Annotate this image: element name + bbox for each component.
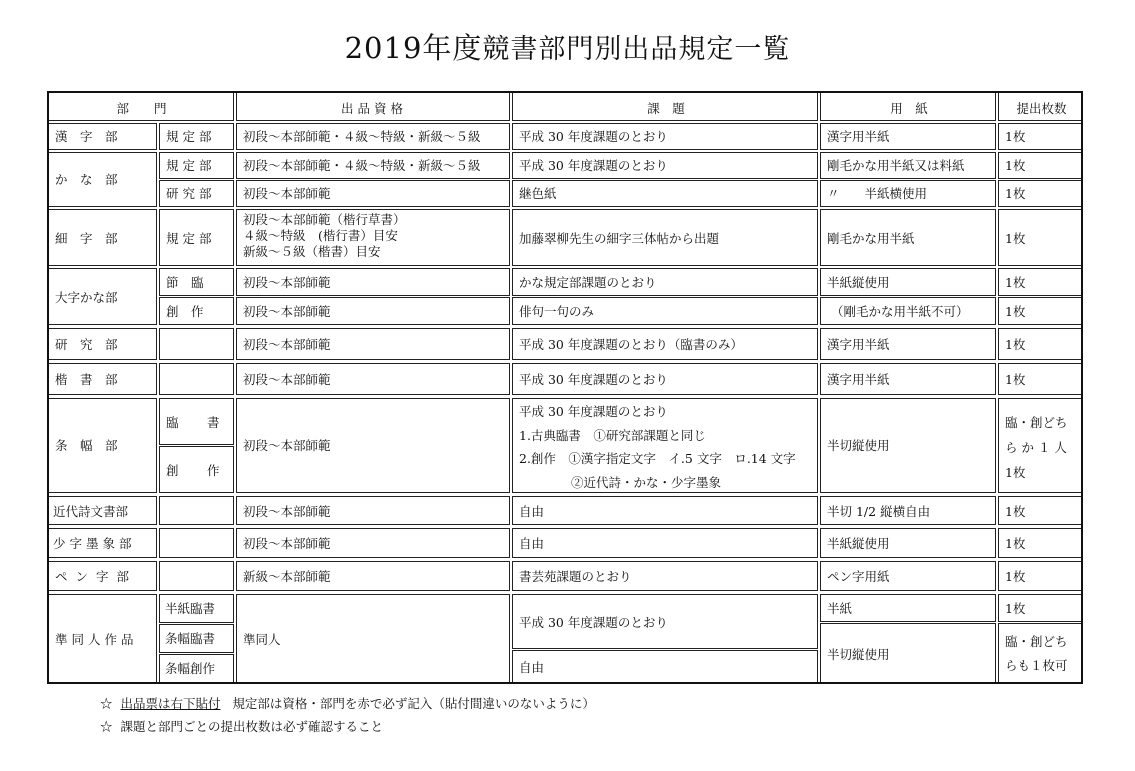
topic-kenkyu: 平成 30 年度課題のとおり（臨書のみ） bbox=[512, 328, 818, 360]
paper-pen: ペン字用紙 bbox=[820, 561, 996, 591]
paper-jofuku: 半切縦使用 bbox=[820, 398, 996, 493]
qual-shoji: 初段～本部師範 bbox=[236, 528, 510, 558]
sub-jofuku-2: 創 作 bbox=[159, 446, 234, 493]
dept-kana: か な 部 bbox=[47, 152, 157, 207]
paper-saiji: 剛毛かな用半紙 bbox=[820, 209, 996, 266]
count-dojin-1: 1枚 bbox=[998, 594, 1083, 622]
count-kenkyu: 1枚 bbox=[998, 328, 1083, 360]
qual-jofuku: 初段～本部師範 bbox=[236, 398, 510, 493]
topic-kana-2: 継色紙 bbox=[512, 180, 818, 207]
topic-dojin-1: 平成 30 年度課題のとおり bbox=[512, 594, 818, 649]
count-saiji: 1枚 bbox=[998, 209, 1083, 266]
sub-daijikana-2: 創 作 bbox=[159, 297, 234, 325]
header-topic: 課 題 bbox=[647, 101, 685, 116]
count-kanji: 1枚 bbox=[998, 123, 1083, 150]
star-icon: ☆ bbox=[100, 696, 113, 711]
paper-kana-2: 〃 半紙横使用 bbox=[820, 180, 996, 207]
paper-dojin-1: 半紙 bbox=[820, 594, 996, 622]
sub-daijikana-1: 節 臨 bbox=[159, 268, 234, 296]
count-kana-2: 1枚 bbox=[998, 180, 1083, 207]
qual-pen: 新級～本部師範 bbox=[236, 561, 510, 591]
qual-kana-2: 初段～本部師範 bbox=[236, 180, 510, 207]
paper-dojin-2: 半切縦使用 bbox=[820, 623, 996, 684]
sub-kaisho-empty bbox=[159, 363, 234, 395]
qual-daijikana-1: 初段～本部師範 bbox=[236, 268, 510, 296]
sub-dojin-1: 半紙臨書 bbox=[159, 594, 234, 623]
count-kindaishi: 1枚 bbox=[998, 496, 1083, 525]
paper-kenkyu: 漢字用半紙 bbox=[820, 328, 996, 360]
qual-kaisho: 初段～本部師範 bbox=[236, 363, 510, 395]
sub-kindaishi-empty bbox=[159, 496, 234, 525]
sub-dojin-3: 条幅創作 bbox=[159, 654, 234, 684]
sub-pen-empty bbox=[159, 561, 234, 591]
sub-saiji: 規定部 bbox=[159, 209, 234, 266]
dept-kenkyu: 研 究 部 bbox=[47, 328, 157, 360]
sub-kenkyu-empty bbox=[159, 328, 234, 360]
dept-shoji: 少字墨象部 bbox=[47, 528, 157, 558]
dept-kanji: 漢 字 部 bbox=[47, 123, 157, 150]
dept-daijikana: 大字かな部 bbox=[47, 268, 157, 325]
qual-kenkyu: 初段～本部師範 bbox=[236, 328, 510, 360]
header-paper: 用 紙 bbox=[890, 101, 928, 116]
dept-pen: ペン字部 bbox=[47, 561, 157, 591]
regulation-table bbox=[47, 91, 1083, 684]
topic-dojin-2: 自由 bbox=[512, 650, 818, 684]
qual-kanji: 初段～本部師範・４級～特級・新級～５級 bbox=[236, 123, 510, 150]
sub-kana-2: 研究部 bbox=[159, 180, 234, 207]
header-qual-cell bbox=[236, 91, 510, 121]
paper-daijikana-1: 半紙縦使用 bbox=[820, 268, 996, 296]
sub-kana-1: 規定部 bbox=[159, 152, 234, 179]
paper-kindaishi: 半切 1/2 縦横自由 bbox=[820, 496, 996, 525]
topic-daijikana-1: かな規定部課題のとおり bbox=[512, 268, 818, 296]
topic-daijikana-2: 俳句一句のみ bbox=[512, 297, 818, 325]
topic-jofuku: 平成 30 年度課題のとおり 1.古典臨書 ①研究部課題と同じ 2.創作 ①漢字指定文字 イ.5 文字 ロ.14 文字 ②近代詩・かな・少字墨象 bbox=[512, 398, 818, 493]
count-daijikana-1: 1枚 bbox=[998, 268, 1083, 296]
paper-shoji: 半紙縦使用 bbox=[820, 528, 996, 558]
topic-kaisho: 平成 30 年度課題のとおり bbox=[512, 363, 818, 395]
dept-saiji: 細 字 部 bbox=[47, 209, 157, 266]
dept-kaisho: 楷 書 部 bbox=[47, 363, 157, 395]
topic-pen: 書芸苑課題のとおり bbox=[512, 561, 818, 591]
paper-kanji: 漢字用半紙 bbox=[820, 123, 996, 150]
note-1: ☆ 出品票は右下貼付 規定部は資格・部門を赤で必ず記入（貼付間違いのないように） bbox=[100, 696, 595, 711]
header-qual: 出品資格 bbox=[340, 101, 407, 116]
note-2: ☆ 課題と部門ごとの提出枚数は必ず確認すること bbox=[100, 719, 383, 734]
count-pen: 1枚 bbox=[998, 561, 1083, 591]
sub-shoji-empty bbox=[159, 528, 234, 558]
qual-kindaishi: 初段～本部師範 bbox=[236, 496, 510, 525]
count-kaisho: 1枚 bbox=[998, 363, 1083, 395]
page-title: 2019年度競書部門別出品規定一覧 bbox=[344, 31, 791, 65]
topic-saiji: 加藤翠柳先生の細字三体帖から出題 bbox=[512, 209, 818, 266]
paper-kaisho: 漢字用半紙 bbox=[820, 363, 996, 395]
topic-shoji: 自由 bbox=[512, 528, 818, 558]
topic-kindaishi: 自由 bbox=[512, 496, 818, 525]
header-paper-cell bbox=[820, 91, 996, 121]
qual-dojin: 準同人 bbox=[236, 594, 510, 684]
count-dojin-2: 臨・創どち らも１枚可 bbox=[998, 623, 1083, 684]
count-daijikana-2: 1枚 bbox=[998, 297, 1083, 325]
header-dept: 部 門 bbox=[116, 101, 167, 116]
header-count-cell bbox=[998, 91, 1083, 121]
header-count: 提出枚数 bbox=[1016, 101, 1067, 116]
count-kana-1: 1枚 bbox=[998, 152, 1083, 179]
topic-kana-1: 平成 30 年度課題のとおり bbox=[512, 152, 818, 179]
header-topic-cell bbox=[512, 91, 818, 121]
dept-kindaishi: 近代詩文書部 bbox=[47, 496, 157, 525]
header-dept-cell bbox=[47, 91, 234, 121]
count-jofuku: 臨・創どち ら か １ 人 1枚 bbox=[998, 398, 1083, 493]
qual-saiji: 初段～本部師範（楷行草書） ４級～特級 (楷行書）目安 新級～５級（楷書）目安 bbox=[236, 209, 510, 266]
sub-kanji: 規定部 bbox=[159, 123, 234, 150]
star-icon: ☆ bbox=[100, 719, 113, 734]
qual-kana-1: 初段～本部師範・４級～特級・新級～５級 bbox=[236, 152, 510, 179]
dept-jofuku: 条 幅 部 bbox=[47, 398, 157, 493]
paper-kana-1: 剛毛かな用半紙又は料紙 bbox=[820, 152, 996, 179]
topic-kanji: 平成 30 年度課題のとおり bbox=[512, 123, 818, 150]
dept-dojin: 準同人作品 bbox=[47, 594, 157, 684]
qual-daijikana-2: 初段～本部師範 bbox=[236, 297, 510, 325]
paper-daijikana-2: （剛毛かな用半紙不可） bbox=[820, 297, 996, 325]
sub-dojin-2: 条幅臨書 bbox=[159, 624, 234, 653]
sub-jofuku-1: 臨 書 bbox=[159, 398, 234, 445]
count-shoji: 1枚 bbox=[998, 528, 1083, 558]
